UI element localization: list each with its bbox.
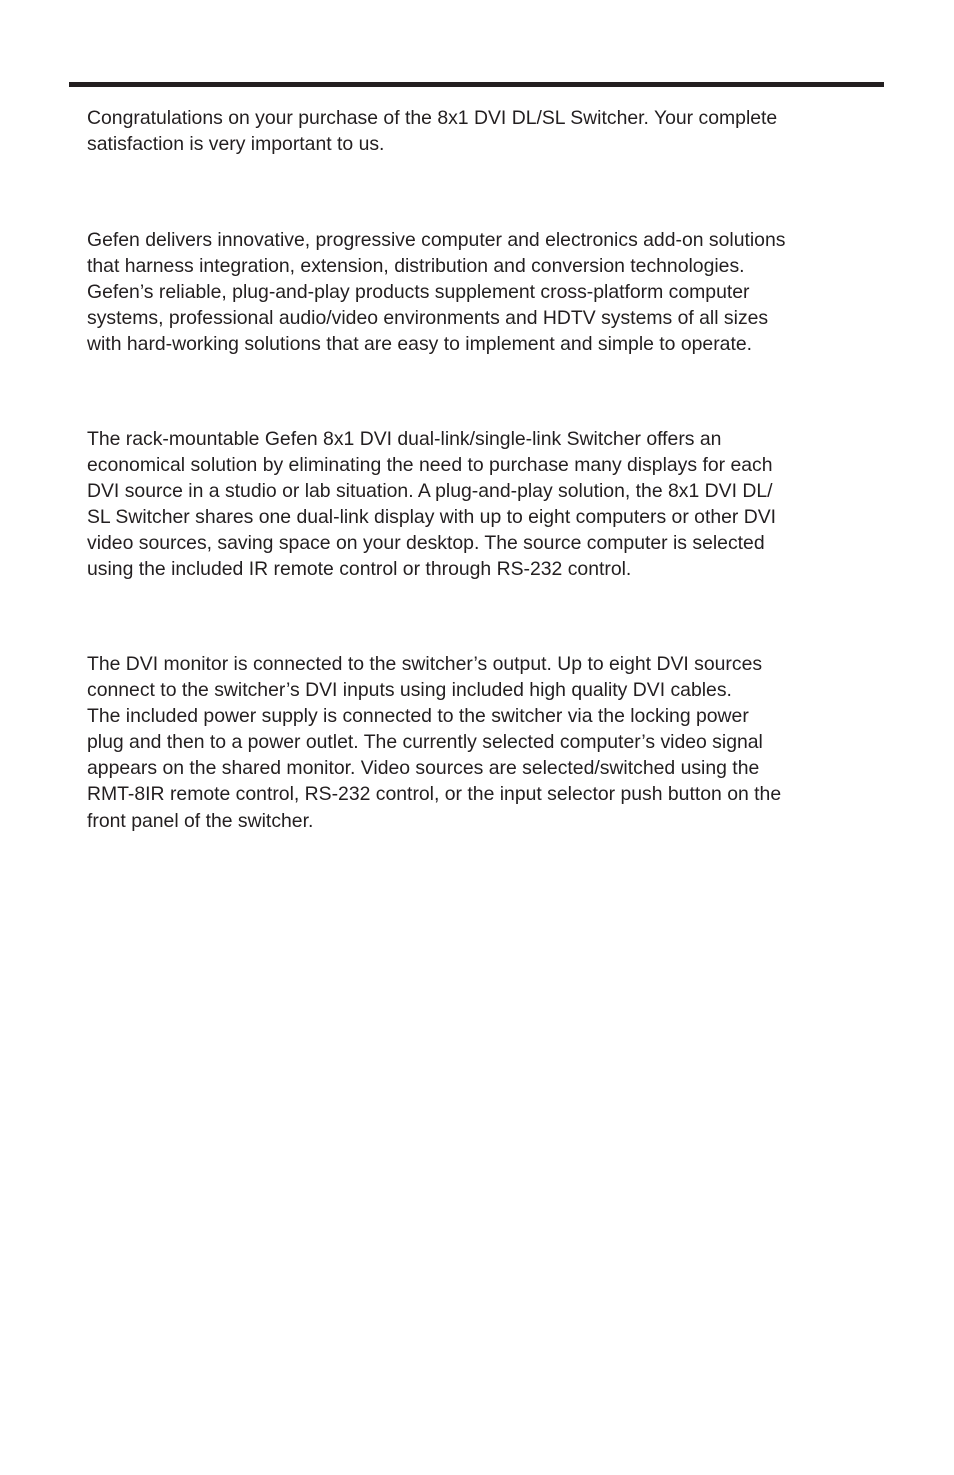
header-rule bbox=[69, 82, 884, 87]
company-paragraph: Gefen delivers innovative, progressive computer and electronics add-on solutions that harness integration, extension, distribution and conversion technologies. Gefen’s reliable, plug-and-play products supplement cross-platform computer systems, professional audio/video environments and HDTV systems of all sizes with hard-working solutions that are easy to implement and simple to operate. bbox=[87, 229, 786, 356]
product-paragraph: The rack-mountable Gefen 8x1 DVI dual-link/single-link Switcher offers an economical solution by eliminating the need to purchase many displays for each DVI source in a studio or lab situation. A plug-and-play solution, the 8x1 DVI DL/ SL Switcher shares one dual-link display with up to eight computers or other DVI video sources, saving space on your desktop. The source computer is selected using the included IR remote control or through RS-232 control. bbox=[87, 428, 777, 581]
operation-paragraph: The DVI monitor is connected to the switcher’s output. Up to eight DVI sources connect to the switcher’s DVI inputs using included high quality DVI cables. The included power supply is connected to the switcher via the locking power plug and then to a power outlet. The currently selected computer’s video signal appears on the shared monitor. Video sources are selected/switched using the RMT-8IR remote control, RS-232 control, or the input selector push button on the front panel of the switcher. bbox=[87, 653, 782, 832]
intro-paragraph: Congratulations on your purchase of the 8x1 DVI DL/SL Switcher. Your complete satisfaction is very important to us. bbox=[87, 107, 778, 156]
